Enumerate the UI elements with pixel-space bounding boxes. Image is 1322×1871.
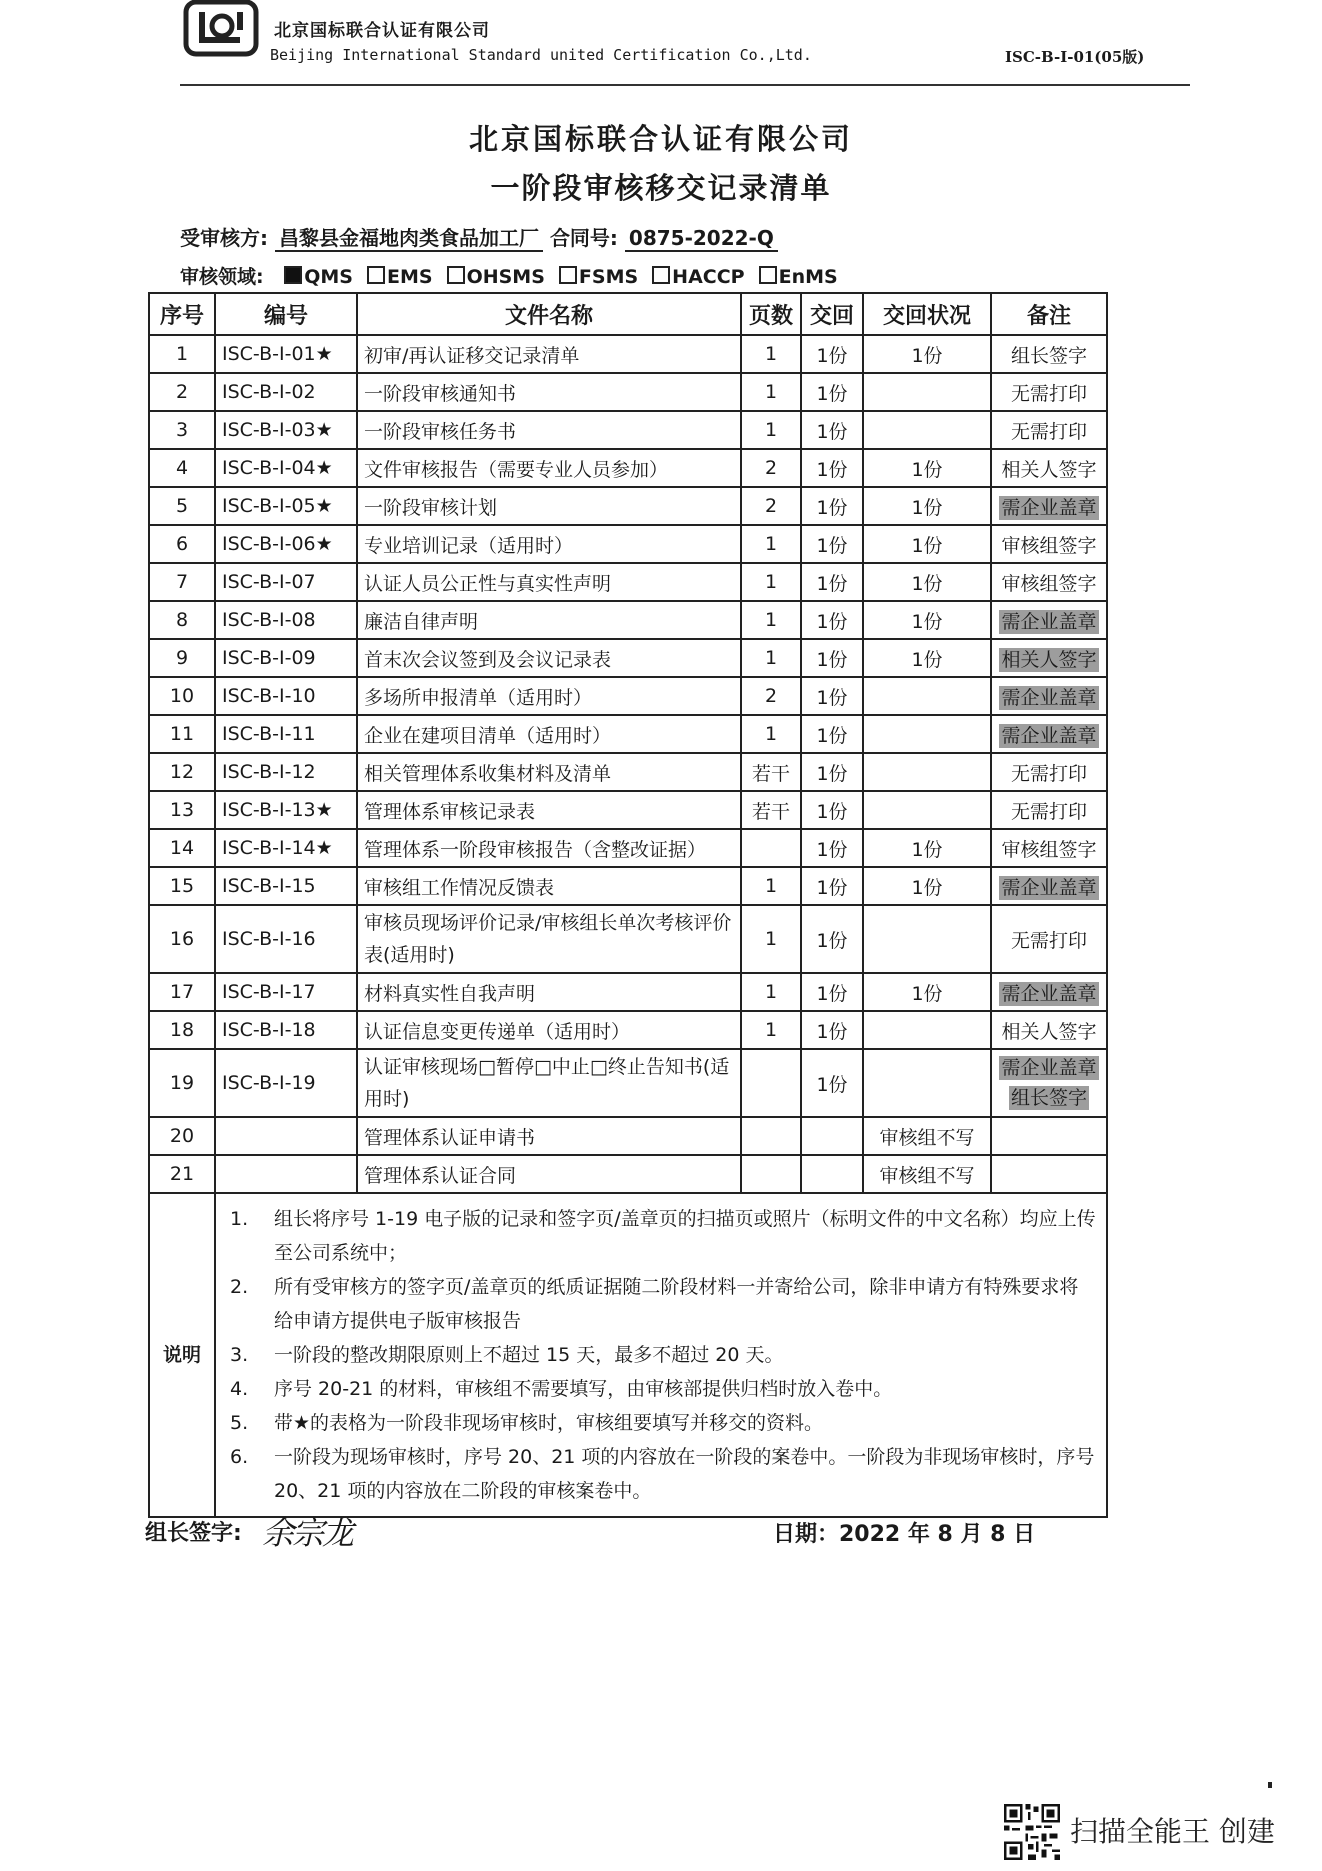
note-number: 4.	[230, 1378, 249, 1400]
notes-label: 说明	[149, 1193, 215, 1517]
table-row	[149, 373, 1107, 411]
domain-checkbox-fsms	[559, 266, 577, 284]
cell-code: ISC-B-I-02	[215, 373, 357, 411]
cell-no: 2	[149, 373, 215, 411]
cell-name: 一阶段审核通知书	[357, 373, 741, 411]
domain-checkbox-enms	[759, 266, 777, 284]
remark-text: 无需打印	[1010, 420, 1087, 443]
cell-status: 1份	[863, 335, 991, 373]
cell-pages: 2	[741, 677, 801, 715]
cell-code: ISC-B-I-07	[215, 563, 357, 601]
cell-remark	[991, 639, 1107, 677]
header-divider	[180, 84, 1190, 86]
cell-returned: 1份	[801, 449, 863, 487]
company-name-cn: 北京国标联合认证有限公司	[274, 21, 490, 41]
cell-code: ISC-B-I-11	[215, 715, 357, 753]
cell-status: 1份	[863, 867, 991, 905]
cell-status: 1份	[863, 973, 991, 1011]
company-logo	[182, 0, 260, 58]
remark-text: 审核组签字	[1001, 572, 1097, 595]
domain-label-ohsms: OHSMS	[466, 266, 545, 288]
cell-name: 一阶段审核计划	[357, 487, 741, 525]
scan-mark	[1268, 1782, 1272, 1788]
cell-pages: 1	[741, 601, 801, 639]
cell-no: 7	[149, 563, 215, 601]
cell-name: 审核组工作情况反馈表	[357, 867, 741, 905]
remark-text: 相关人签字	[1001, 648, 1097, 671]
cell-returned: 1份	[801, 753, 863, 791]
table-row	[149, 973, 1107, 1011]
note-number: 2.	[230, 1276, 249, 1298]
table-row	[149, 791, 1107, 829]
table-row	[149, 1155, 1107, 1193]
cell-returned: 1份	[801, 829, 863, 867]
document-title-company: 北京国标联合认证有限公司	[468, 122, 853, 156]
cell-pages: 1	[741, 563, 801, 601]
cell-status	[863, 791, 991, 829]
cell-no: 9	[149, 639, 215, 677]
cell-status	[863, 905, 991, 973]
cell-returned: 1份	[801, 1011, 863, 1049]
domain-label-fsms: FSMS	[578, 266, 639, 288]
cell-name: 审核员现场评价记录/审核组长单次考核评价表(适用时)	[357, 905, 741, 973]
cell-remark	[991, 525, 1107, 563]
cell-pages: 2	[741, 487, 801, 525]
cell-no: 4	[149, 449, 215, 487]
note-item	[226, 1338, 1096, 1372]
remark-text: 需企业盖章	[1001, 982, 1097, 1005]
cell-returned: 1份	[801, 905, 863, 973]
cell-code: ISC-B-I-13★	[215, 791, 357, 829]
table-row	[149, 525, 1107, 563]
cell-remark	[991, 1117, 1107, 1155]
cell-remark	[991, 335, 1107, 373]
cell-name: 多场所申报清单（适用时）	[357, 677, 741, 715]
note-number: 6.	[230, 1446, 249, 1468]
cell-remark	[991, 1049, 1107, 1117]
cell-name: 相关管理体系收集材料及清单	[357, 753, 741, 791]
notes-list	[215, 1193, 1107, 1517]
table-row	[149, 563, 1107, 601]
cell-remark	[991, 487, 1107, 525]
cell-remark	[991, 563, 1107, 601]
domain-label-qms: QMS	[304, 266, 353, 288]
cell-name: 一阶段审核任务书	[357, 411, 741, 449]
cell-code: ISC-B-I-03★	[215, 411, 357, 449]
cell-code: ISC-B-I-09	[215, 639, 357, 677]
cell-returned: 1份	[801, 411, 863, 449]
cell-returned: 1份	[801, 563, 863, 601]
cell-remark	[991, 449, 1107, 487]
cell-name: 材料真实性自我声明	[357, 973, 741, 1011]
cell-returned: 1份	[801, 487, 863, 525]
cell-returned: 1份	[801, 335, 863, 373]
note-text: 一阶段为现场审核时，序号 20、21 项的内容放在一阶段的案卷中。一阶段为非现场审核时，序号 20、21 项的内容放在二阶段的审核案卷中。	[274, 1446, 1095, 1502]
cell-status: 1份	[863, 563, 991, 601]
cell-name: 认证信息变更传递单（适用时）	[357, 1011, 741, 1049]
cell-code: ISC-B-I-04★	[215, 449, 357, 487]
cell-no: 16	[149, 905, 215, 973]
table-row	[149, 449, 1107, 487]
cell-remark	[991, 373, 1107, 411]
document-title: 一阶段审核移交记录清单	[490, 171, 832, 205]
cell-remark	[991, 1155, 1107, 1193]
domain-label-haccp: HACCP	[672, 266, 745, 288]
cell-code: ISC-B-I-18	[215, 1011, 357, 1049]
cell-no: 8	[149, 601, 215, 639]
remark-text: 组长签字	[1010, 344, 1087, 367]
cell-code: ISC-B-I-06★	[215, 525, 357, 563]
cell-status: 1份	[863, 639, 991, 677]
col-header-status: 交回状况	[863, 293, 991, 335]
cell-code: ISC-B-I-17	[215, 973, 357, 1011]
cell-pages: 1	[741, 335, 801, 373]
remark-text: 审核组签字	[1001, 534, 1097, 557]
transfer-record-table	[148, 292, 1108, 1518]
auditee-label: 受审核方:	[180, 226, 268, 250]
note-number: 5.	[230, 1412, 249, 1434]
remark-text: 需企业盖章	[1001, 686, 1097, 709]
cell-returned: 1份	[801, 373, 863, 411]
cell-pages: 1	[741, 411, 801, 449]
domain-checkbox-ohsms	[447, 266, 465, 284]
cell-status	[863, 1049, 991, 1117]
cell-pages: 1	[741, 867, 801, 905]
remark-text: 相关人签字	[1001, 458, 1097, 481]
table-row	[149, 1117, 1107, 1155]
company-name-en: Beijing International Standard united Certification Co.,Ltd.	[270, 46, 812, 64]
contract-number: 0875-2022-Q	[625, 226, 778, 252]
col-header-no: 序号	[149, 293, 215, 335]
cell-name: 文件审核报告（需要专业人员参加）	[357, 449, 741, 487]
cell-status	[863, 1011, 991, 1049]
cell-name: 认证人员公正性与真实性声明	[357, 563, 741, 601]
note-item	[226, 1202, 1096, 1270]
cell-remark	[991, 1011, 1107, 1049]
cell-returned: 1份	[801, 973, 863, 1011]
cell-pages: 1	[741, 639, 801, 677]
cell-pages: 2	[741, 449, 801, 487]
cell-no: 12	[149, 753, 215, 791]
cell-status	[863, 753, 991, 791]
note-item	[226, 1440, 1096, 1508]
date-line: 日期：2022 年 8 月 8 日	[773, 1522, 1036, 1547]
remark-text: 相关人签字	[1001, 1020, 1097, 1043]
cell-returned: 1份	[801, 867, 863, 905]
note-text: 一阶段的整改期限原则上不超过 15 天，最多不超过 20 天。	[274, 1344, 784, 1366]
cell-code: ISC-B-I-01★	[215, 335, 357, 373]
cell-status	[863, 715, 991, 753]
cell-status: 审核组不写	[863, 1155, 991, 1193]
note-item	[226, 1406, 1096, 1440]
table-row	[149, 753, 1107, 791]
remark-text: 需企业盖章	[1001, 1057, 1097, 1079]
table-row	[149, 487, 1107, 525]
cell-returned: 1份	[801, 677, 863, 715]
remark-text: 需企业盖章	[1001, 876, 1097, 899]
table-row	[149, 677, 1107, 715]
remark-text: 需企业盖章	[1001, 724, 1097, 747]
cell-no: 10	[149, 677, 215, 715]
cell-name: 认证审核现场□暂停□中止□终止告知书(适用时)	[357, 1049, 741, 1117]
cell-returned: 1份	[801, 715, 863, 753]
col-header-code: 编号	[215, 293, 357, 335]
qr-code-icon	[1004, 1804, 1060, 1860]
scanner-watermark: 扫描全能王 创建	[1070, 1815, 1275, 1848]
cell-name: 管理体系一阶段审核报告（含整改证据）	[357, 829, 741, 867]
contract-label: 合同号:	[549, 226, 618, 250]
remark-text: 需企业盖章	[1001, 610, 1097, 633]
cell-pages: 1	[741, 373, 801, 411]
cell-no: 6	[149, 525, 215, 563]
table-header-row	[149, 293, 1107, 335]
domain-label-ems: EMS	[386, 266, 433, 288]
remark-text: 审核组签字	[1001, 838, 1097, 861]
domain-label-enms: EnMS	[778, 266, 838, 288]
remark-text-secondary: 组长签字	[1010, 1087, 1087, 1109]
note-text: 序号 20-21 的材料，审核组不需要填写，由审核部提供归档时放入卷中。	[274, 1378, 893, 1400]
cell-pages: 1	[741, 1011, 801, 1049]
cell-remark	[991, 677, 1107, 715]
cell-remark	[991, 905, 1107, 973]
cell-pages	[741, 1049, 801, 1117]
remark-text: 需企业盖章	[1001, 496, 1097, 519]
note-item	[226, 1270, 1096, 1338]
note-number: 1.	[230, 1208, 249, 1230]
cell-code	[215, 1117, 357, 1155]
notes-row	[149, 1193, 1107, 1517]
col-header-returned: 交回	[801, 293, 863, 335]
note-text: 带★的表格为一阶段非现场审核时，审核组要填写并移交的资料。	[274, 1412, 824, 1434]
cell-no: 17	[149, 973, 215, 1011]
cell-no: 20	[149, 1117, 215, 1155]
cell-remark	[991, 753, 1107, 791]
cell-remark	[991, 829, 1107, 867]
domain-checkbox-ems	[367, 266, 385, 284]
cell-pages: 1	[741, 715, 801, 753]
remark-text: 无需打印	[1010, 800, 1087, 823]
audit-domain-label: 审核领域:	[180, 266, 264, 288]
remark-text: 无需打印	[1010, 382, 1087, 405]
table-row	[149, 1049, 1107, 1117]
cell-status	[863, 677, 991, 715]
cell-pages: 若干	[741, 791, 801, 829]
cell-returned	[801, 1155, 863, 1193]
remark-text: 无需打印	[1010, 929, 1087, 952]
cell-name: 管理体系审核记录表	[357, 791, 741, 829]
cell-no: 13	[149, 791, 215, 829]
cell-pages: 1	[741, 525, 801, 563]
cell-status: 审核组不写	[863, 1117, 991, 1155]
table-row	[149, 829, 1107, 867]
cell-status: 1份	[863, 601, 991, 639]
cell-remark	[991, 973, 1107, 1011]
cell-pages	[741, 1117, 801, 1155]
handwritten-signature: 余宗龙	[262, 1514, 353, 1552]
note-text: 所有受审核方的签字页/盖章页的纸质证据随二阶段材料一并寄给公司，除非申请方有特殊要求将给申请方提供电子版审核报告	[274, 1276, 1079, 1332]
cell-status: 1份	[863, 449, 991, 487]
table-row	[149, 601, 1107, 639]
note-item	[226, 1372, 1096, 1406]
cell-code: ISC-B-I-15	[215, 867, 357, 905]
cell-status	[863, 373, 991, 411]
note-number: 3.	[230, 1344, 249, 1366]
table-row	[149, 905, 1107, 973]
cell-pages: 若干	[741, 753, 801, 791]
cell-pages: 1	[741, 973, 801, 1011]
cell-name: 专业培训记录（适用时）	[357, 525, 741, 563]
cell-name: 管理体系认证申请书	[357, 1117, 741, 1155]
remark-text: 无需打印	[1010, 762, 1087, 785]
cell-code: ISC-B-I-14★	[215, 829, 357, 867]
cell-no: 18	[149, 1011, 215, 1049]
table-row	[149, 867, 1107, 905]
note-text: 组长将序号 1-19 电子版的记录和签字页/盖章页的扫描页或照片（标明文件的中文名称）均应上传至公司系统中；	[274, 1208, 1096, 1264]
cell-code	[215, 1155, 357, 1193]
cell-pages: 1	[741, 905, 801, 973]
domain-checkbox-haccp	[652, 266, 670, 284]
cell-no: 14	[149, 829, 215, 867]
col-header-pages: 页数	[741, 293, 801, 335]
col-header-remark: 备注	[991, 293, 1107, 335]
cell-status	[863, 411, 991, 449]
table-row	[149, 639, 1107, 677]
audit-domain-line	[180, 262, 838, 289]
cell-returned: 1份	[801, 525, 863, 563]
cell-no: 1	[149, 335, 215, 373]
cell-code: ISC-B-I-19	[215, 1049, 357, 1117]
cell-code: ISC-B-I-12	[215, 753, 357, 791]
cell-remark	[991, 601, 1107, 639]
audit-domain-options	[270, 266, 837, 288]
table-row	[149, 411, 1107, 449]
cell-returned	[801, 1117, 863, 1155]
cell-name: 企业在建项目清单（适用时）	[357, 715, 741, 753]
cell-status: 1份	[863, 829, 991, 867]
cell-returned: 1份	[801, 639, 863, 677]
auditee-name: 昌黎县金福地肉类食品加工厂	[275, 226, 543, 252]
cell-no: 21	[149, 1155, 215, 1193]
domain-checkbox-qms	[284, 266, 302, 284]
table-row	[149, 715, 1107, 753]
cell-remark	[991, 791, 1107, 829]
leader-signature-label: 组长签字:	[145, 1521, 242, 1546]
cell-code: ISC-B-I-05★	[215, 487, 357, 525]
cell-name: 廉洁自律声明	[357, 601, 741, 639]
auditee-line	[180, 222, 778, 251]
cell-name: 首末次会议签到及会议记录表	[357, 639, 741, 677]
form-code: ISC-B-I-01(05版)	[1005, 48, 1145, 66]
cell-no: 19	[149, 1049, 215, 1117]
cell-pages	[741, 1155, 801, 1193]
cell-status: 1份	[863, 525, 991, 563]
cell-name: 管理体系认证合同	[357, 1155, 741, 1193]
cell-name: 初审/再认证移交记录清单	[357, 335, 741, 373]
cell-remark	[991, 867, 1107, 905]
col-header-name: 文件名称	[357, 293, 741, 335]
cell-code: ISC-B-I-10	[215, 677, 357, 715]
cell-status: 1份	[863, 487, 991, 525]
cell-remark	[991, 715, 1107, 753]
cell-no: 15	[149, 867, 215, 905]
cell-returned: 1份	[801, 1049, 863, 1117]
cell-code: ISC-B-I-08	[215, 601, 357, 639]
table-row	[149, 335, 1107, 373]
cell-remark	[991, 411, 1107, 449]
cell-no: 11	[149, 715, 215, 753]
cell-returned: 1份	[801, 601, 863, 639]
cell-pages	[741, 829, 801, 867]
table-row	[149, 1011, 1107, 1049]
cell-returned: 1份	[801, 791, 863, 829]
cell-no: 3	[149, 411, 215, 449]
cell-no: 5	[149, 487, 215, 525]
cell-code: ISC-B-I-16	[215, 905, 357, 973]
